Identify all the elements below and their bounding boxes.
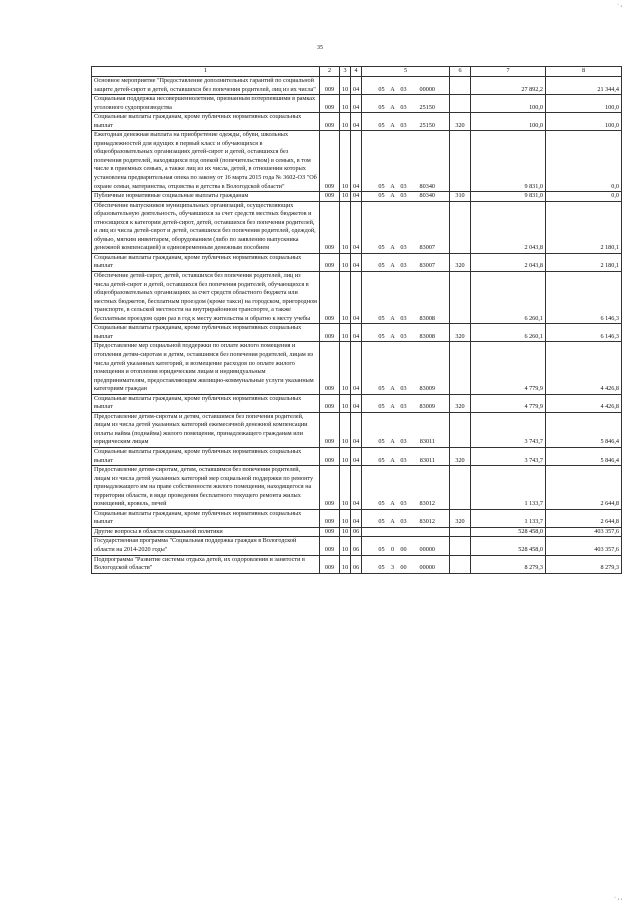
row-name: Обеспечение выпускников муниципальных организаций, осуществляющих образовательную деятельность, обучавшихся за счет средств местных бюджетов и относящихся к категории детей-сирот, детей, оставшихся без попечения родителей, и лиц из числа детей-сирот и детей, оставшихся без попечения родителей, одеждой, обувью, мягким инвентарем, оборудованием (либо по заявлению выпускника денежной компенсацией) и единовременным денежным пособием — [92, 201, 320, 253]
row-subsection-code: 04 — [351, 253, 362, 271]
row-name: Социальные выплаты гражданам, кроме публичных нормативных социальных выплат — [92, 113, 320, 131]
row-section-code: 10 — [340, 95, 351, 113]
row-expense-type — [450, 77, 471, 95]
target-article-part: 05 — [378, 456, 385, 464]
row-subsection-code: 06 — [351, 527, 362, 537]
row-amount-1: 6 260,1 — [471, 272, 546, 324]
row-expense-type: 320 — [450, 394, 471, 412]
row-name: Социальные выплаты гражданам, кроме публичных нормативных социальных выплат — [92, 324, 320, 342]
row-section-code: 10 — [340, 253, 351, 271]
target-article-part: 03 — [400, 314, 407, 322]
row-name: Предоставление мер социальной поддержки по оплате жилого помещения и отопления детям-сиротам и детям, оставшимся без попечения родителей, лицам из числа детей указанных категорий, и возмещение расходов по оплате жилого помещения и отопления юридическим лицам и индивидуальным предпринимателям, предоставляющим жилищно-коммунальные услуги указанным категориям граждан — [92, 342, 320, 394]
row-expense-type — [450, 131, 471, 192]
target-article-part: 05 — [378, 262, 385, 270]
target-article-part: 05 — [378, 121, 385, 129]
target-article-part: А — [390, 192, 395, 200]
row-amount-2: 5 846,4 — [546, 447, 622, 465]
row-target-article — [362, 509, 450, 527]
target-article-part: 25150 — [419, 103, 435, 111]
row-ministry-code: 009 — [320, 201, 340, 253]
row-target-article — [362, 394, 450, 412]
row-amount-2: 2 180,1 — [546, 253, 622, 271]
row-amount-2: 2 644,8 — [546, 466, 622, 510]
target-article-part: 00000 — [419, 85, 435, 93]
table-row — [92, 412, 622, 447]
row-amount-2: 403 357,6 — [546, 537, 622, 555]
target-article-part: 83011 — [419, 456, 435, 464]
row-amount-1: 9 831,0 — [471, 192, 546, 202]
row-subsection-code: 06 — [351, 537, 362, 555]
target-article-part: 05 — [378, 438, 385, 446]
row-ministry-code: 009 — [320, 342, 340, 394]
row-expense-type: 320 — [450, 447, 471, 465]
target-article-part: 83009 — [419, 403, 435, 411]
row-name: Социальные выплаты гражданам, кроме публичных нормативных социальных выплат — [92, 447, 320, 465]
row-amount-1: 2 043,8 — [471, 253, 546, 271]
row-subsection-code: 04 — [351, 272, 362, 324]
row-name: Государственная программа "Социальная поддержка граждан в Вологодской области на 2014-2020 годы" — [92, 537, 320, 555]
row-target-article — [362, 77, 450, 95]
row-ministry-code: 009 — [320, 113, 340, 131]
row-name: Социальные выплаты гражданам, кроме публичных нормативных социальных выплат — [92, 253, 320, 271]
row-amount-2: 6 146,3 — [546, 272, 622, 324]
table-row — [92, 253, 622, 271]
target-article-part: 83012 — [419, 500, 435, 508]
row-expense-type — [450, 466, 471, 510]
budget-table — [91, 66, 622, 574]
row-target-article — [362, 131, 450, 192]
row-name: Предоставление детям-сиротам и детям, оставшимся без попечения родителей, лицам из числа детей указанных категорий ежемесячной денежной компенсации оплаты найма (поднайма) жилого помещения, принадлежащего гражданам или юридическим лицам — [92, 412, 320, 447]
row-target-article — [362, 447, 450, 465]
row-target-article — [362, 466, 450, 510]
row-expense-type — [450, 555, 471, 573]
target-article-part: 83008 — [419, 332, 435, 340]
target-article-part: 0 — [390, 545, 395, 553]
header-row — [92, 67, 622, 77]
target-article-part: 03 — [400, 103, 407, 111]
row-subsection-code: 04 — [351, 394, 362, 412]
table-row — [92, 466, 622, 510]
table-row — [92, 201, 622, 253]
table-row — [92, 113, 622, 131]
row-ministry-code: 009 — [320, 131, 340, 192]
target-article-part: 3 — [390, 564, 395, 572]
header-cell-4: 4 — [351, 67, 362, 77]
table-row — [92, 555, 622, 573]
row-name: Социальные выплаты гражданам, кроме публичных нормативных социальных выплат — [92, 394, 320, 412]
row-amount-1: 100,0 — [471, 113, 546, 131]
row-target-article — [362, 192, 450, 202]
target-article-part: 03 — [400, 244, 407, 252]
row-expense-type: 320 — [450, 509, 471, 527]
row-target-article — [362, 201, 450, 253]
row-section-code: 10 — [340, 324, 351, 342]
row-amount-2: 0,0 — [546, 192, 622, 202]
row-name: Другие вопросы в области социальной политики — [92, 527, 320, 537]
row-target-article — [362, 412, 450, 447]
target-article-part: 05 — [378, 103, 385, 111]
row-amount-1: 528 458,0 — [471, 527, 546, 537]
header-cell-5: 5 — [362, 67, 450, 77]
table-row — [92, 537, 622, 555]
row-name: Ежегодная денежная выплата на приобретение одежды, обуви, школьных принадлежностей для идущих в первый класс и обучающихся в общеобразовательных организациях детей-сирот и детей, оставшихся без попечения родителей, находящихся под опекой (попечительством) в семьях, в том числе в приемных семьях, а также лиц из их числа, детей, в отношении которых установлена предварительная опека по закону от 16 марта 2015 года № 3602-ОЗ "Об охране семьи, материнства, отцовства и детства в Вологодской области" — [92, 131, 320, 192]
header-cell-1: 1 — [92, 67, 320, 77]
row-section-code: 10 — [340, 342, 351, 394]
target-article-part: 83007 — [419, 244, 435, 252]
row-subsection-code: 04 — [351, 113, 362, 131]
target-article-part: 05 — [378, 518, 385, 526]
row-amount-1: 528 458,0 — [471, 537, 546, 555]
target-article-part: 05 — [378, 192, 385, 200]
row-expense-type — [450, 342, 471, 394]
row-expense-type: 310 — [450, 192, 471, 202]
target-article-part: 03 — [400, 403, 407, 411]
table-row — [92, 192, 622, 202]
row-ministry-code: 009 — [320, 527, 340, 537]
target-article-part: 03 — [400, 121, 407, 129]
target-article-part: 03 — [400, 85, 407, 93]
row-name: Социальные выплаты гражданам, кроме публичных нормативных социальных выплат — [92, 509, 320, 527]
row-ministry-code: 009 — [320, 324, 340, 342]
row-name: Обеспечение детей-сирот, детей, оставшихся без попечения родителей, лиц из числа детей-сирот и детей, оставшихся без попечения родителей, обучающихся в общеобразовательных организациях за счет средств областного бюджета или местных бюджетов, бесплатным проездом (кроме такси) на городском, пригородном транспорте, в сельской местности на внутрирайонном транспорте, а также бесплатным проездом один раз в год к месту жительства и обратно к месту учебы — [92, 272, 320, 324]
row-subsection-code: 04 — [351, 77, 362, 95]
row-target-article — [362, 253, 450, 271]
row-name: Публичные нормативные социальные выплаты гражданам — [92, 192, 320, 202]
row-target-article — [362, 113, 450, 131]
target-article-part: 05 — [378, 564, 385, 572]
target-article-part: 05 — [378, 332, 385, 340]
row-section-code: 10 — [340, 555, 351, 573]
row-amount-1: 1 133,7 — [471, 509, 546, 527]
table-row — [92, 527, 622, 537]
target-article-part: 00000 — [419, 545, 435, 553]
row-amount-1: 4 779,9 — [471, 342, 546, 394]
table-row — [92, 342, 622, 394]
row-amount-1: 27 892,2 — [471, 77, 546, 95]
row-name: Предоставление детям-сиротам, детям, оставшимся без попечения родителей, лицам из числа детей указанных категорий мер социальной поддержки по ремонту принадлежащего им на праве собственности жилого помещения, находящегося на территории области, в виде проведения бесплатного текущего ремонта жилых помещений, кровель, печей — [92, 466, 320, 510]
row-name: Социальная поддержка несовершеннолетним, признанным потерпевшими в рамках уголовного судопроизводства — [92, 95, 320, 113]
row-subsection-code: 04 — [351, 412, 362, 447]
row-section-code: 10 — [340, 272, 351, 324]
row-expense-type: 320 — [450, 113, 471, 131]
row-ministry-code: 009 — [320, 95, 340, 113]
table-row — [92, 95, 622, 113]
target-article-part: 03 — [400, 182, 407, 190]
row-ministry-code: 009 — [320, 192, 340, 202]
row-name: Подпрограмма "Развитие системы отдыха детей, их оздоровления и занятости в Вологодской области" — [92, 555, 320, 573]
row-section-code: 10 — [340, 77, 351, 95]
row-amount-1: 3 743,7 — [471, 447, 546, 465]
row-amount-2: 8 279,3 — [546, 555, 622, 573]
target-article-part: А — [390, 262, 395, 270]
row-expense-type: 320 — [450, 324, 471, 342]
row-target-article — [362, 537, 450, 555]
row-ministry-code: 009 — [320, 537, 340, 555]
row-target-article — [362, 342, 450, 394]
table-row — [92, 394, 622, 412]
row-amount-1: 6 260,1 — [471, 324, 546, 342]
row-amount-2: 100,0 — [546, 113, 622, 131]
target-article-part: 05 — [378, 500, 385, 508]
target-article-part: А — [390, 182, 395, 190]
target-article-part: 83011 — [419, 438, 435, 446]
target-article-part: 03 — [400, 262, 407, 270]
table-row — [92, 447, 622, 465]
row-subsection-code: 04 — [351, 509, 362, 527]
row-section-code: 10 — [340, 509, 351, 527]
row-ministry-code: 009 — [320, 253, 340, 271]
target-article-part: 83007 — [419, 262, 435, 270]
row-amount-1: 4 779,9 — [471, 394, 546, 412]
row-amount-2: 2 644,8 — [546, 509, 622, 527]
target-article-part: 05 — [378, 182, 385, 190]
target-article-part: А — [390, 518, 395, 526]
target-article-part: 80340 — [419, 182, 435, 190]
row-subsection-code: 06 — [351, 555, 362, 573]
target-article-part: 05 — [378, 403, 385, 411]
row-expense-type — [450, 95, 471, 113]
target-article-part: 05 — [378, 545, 385, 553]
row-target-article — [362, 324, 450, 342]
row-expense-type — [450, 412, 471, 447]
row-amount-2: 2 180,1 — [546, 201, 622, 253]
row-subsection-code: 04 — [351, 447, 362, 465]
table-row — [92, 324, 622, 342]
row-ministry-code: 009 — [320, 394, 340, 412]
target-article-part: А — [390, 385, 395, 393]
target-article-part: 00 — [400, 545, 407, 553]
row-amount-2: 100,0 — [546, 95, 622, 113]
row-expense-type — [450, 537, 471, 555]
target-article-part: 80340 — [419, 192, 435, 200]
row-amount-1: 100,0 — [471, 95, 546, 113]
header-cell-8: 8 — [546, 67, 622, 77]
row-amount-2: 6 146,3 — [546, 324, 622, 342]
target-article-part: А — [390, 244, 395, 252]
target-article-part: 83012 — [419, 518, 435, 526]
row-target-article — [362, 272, 450, 324]
table-body — [92, 77, 622, 574]
row-expense-type: 320 — [450, 253, 471, 271]
target-article-part: 03 — [400, 438, 407, 446]
target-article-part: 03 — [400, 500, 407, 508]
target-article-part: А — [390, 403, 395, 411]
row-subsection-code: 04 — [351, 466, 362, 510]
row-amount-2: 0,0 — [546, 131, 622, 192]
row-expense-type — [450, 201, 471, 253]
target-article-part: 00000 — [419, 564, 435, 572]
target-article-part: 05 — [378, 314, 385, 322]
target-article-part: 00 — [400, 564, 407, 572]
row-expense-type — [450, 527, 471, 537]
target-article-part: 03 — [400, 518, 407, 526]
row-section-code: 10 — [340, 527, 351, 537]
target-article-part: А — [390, 332, 395, 340]
row-ministry-code: 009 — [320, 466, 340, 510]
target-article-part: А — [390, 85, 395, 93]
row-target-article — [362, 527, 450, 537]
target-article-part: А — [390, 103, 395, 111]
row-subsection-code: 04 — [351, 201, 362, 253]
row-section-code: 10 — [340, 394, 351, 412]
header-cell-6: 6 — [450, 67, 471, 77]
row-section-code: 10 — [340, 192, 351, 202]
row-amount-1: 9 831,0 — [471, 131, 546, 192]
row-subsection-code: 04 — [351, 192, 362, 202]
row-amount-2: 4 426,8 — [546, 394, 622, 412]
target-article-part: А — [390, 121, 395, 129]
row-subsection-code: 04 — [351, 95, 362, 113]
header-cell-7: 7 — [471, 67, 546, 77]
target-article-part: 03 — [400, 332, 407, 340]
target-article-part: 03 — [400, 456, 407, 464]
row-target-article — [362, 555, 450, 573]
row-amount-2: 4 426,8 — [546, 342, 622, 394]
row-section-code: 10 — [340, 412, 351, 447]
header-cell-2: 2 — [320, 67, 340, 77]
row-amount-1: 1 133,7 — [471, 466, 546, 510]
corner-mark-bottom: · , , — [614, 895, 622, 901]
row-section-code: 10 — [340, 113, 351, 131]
corner-mark-top: · , — [617, 2, 622, 8]
row-amount-1: 2 043,8 — [471, 201, 546, 253]
row-target-article — [362, 95, 450, 113]
target-article-part: 05 — [378, 385, 385, 393]
row-amount-1: 3 743,7 — [471, 412, 546, 447]
target-article-part: 05 — [378, 85, 385, 93]
row-ministry-code: 009 — [320, 555, 340, 573]
row-section-code: 10 — [340, 466, 351, 510]
table-row — [92, 77, 622, 95]
row-name: Основное мероприятие "Предоставление дополнительных гарантий по социальной защите детей-сирот и детей, оставшихся без попечения родителей, лиц из их числа" — [92, 77, 320, 95]
table-row — [92, 131, 622, 192]
target-article-part: 25150 — [419, 121, 435, 129]
row-subsection-code: 04 — [351, 342, 362, 394]
row-subsection-code: 04 — [351, 324, 362, 342]
header-cell-3: 3 — [340, 67, 351, 77]
row-amount-2: 5 846,4 — [546, 412, 622, 447]
row-ministry-code: 009 — [320, 412, 340, 447]
row-expense-type — [450, 272, 471, 324]
row-ministry-code: 009 — [320, 272, 340, 324]
row-ministry-code: 009 — [320, 509, 340, 527]
target-article-part: А — [390, 456, 395, 464]
row-section-code: 10 — [340, 131, 351, 192]
table-row — [92, 509, 622, 527]
row-amount-2: 21 344,4 — [546, 77, 622, 95]
target-article-part: А — [390, 500, 395, 508]
row-subsection-code: 04 — [351, 131, 362, 192]
target-article-part: 03 — [400, 385, 407, 393]
target-article-part: 83008 — [419, 314, 435, 322]
page-number: 35 — [317, 45, 323, 51]
target-article-part: 05 — [378, 244, 385, 252]
row-ministry-code: 009 — [320, 447, 340, 465]
target-article-part: А — [390, 314, 395, 322]
table-row — [92, 272, 622, 324]
row-section-code: 10 — [340, 201, 351, 253]
row-ministry-code: 009 — [320, 77, 340, 95]
row-amount-2: 403 357,6 — [546, 527, 622, 537]
target-article-part: 83009 — [419, 385, 435, 393]
target-article-part: 03 — [400, 192, 407, 200]
row-amount-1: 8 279,3 — [471, 555, 546, 573]
row-section-code: 10 — [340, 537, 351, 555]
target-article-part: А — [390, 438, 395, 446]
row-section-code: 10 — [340, 447, 351, 465]
